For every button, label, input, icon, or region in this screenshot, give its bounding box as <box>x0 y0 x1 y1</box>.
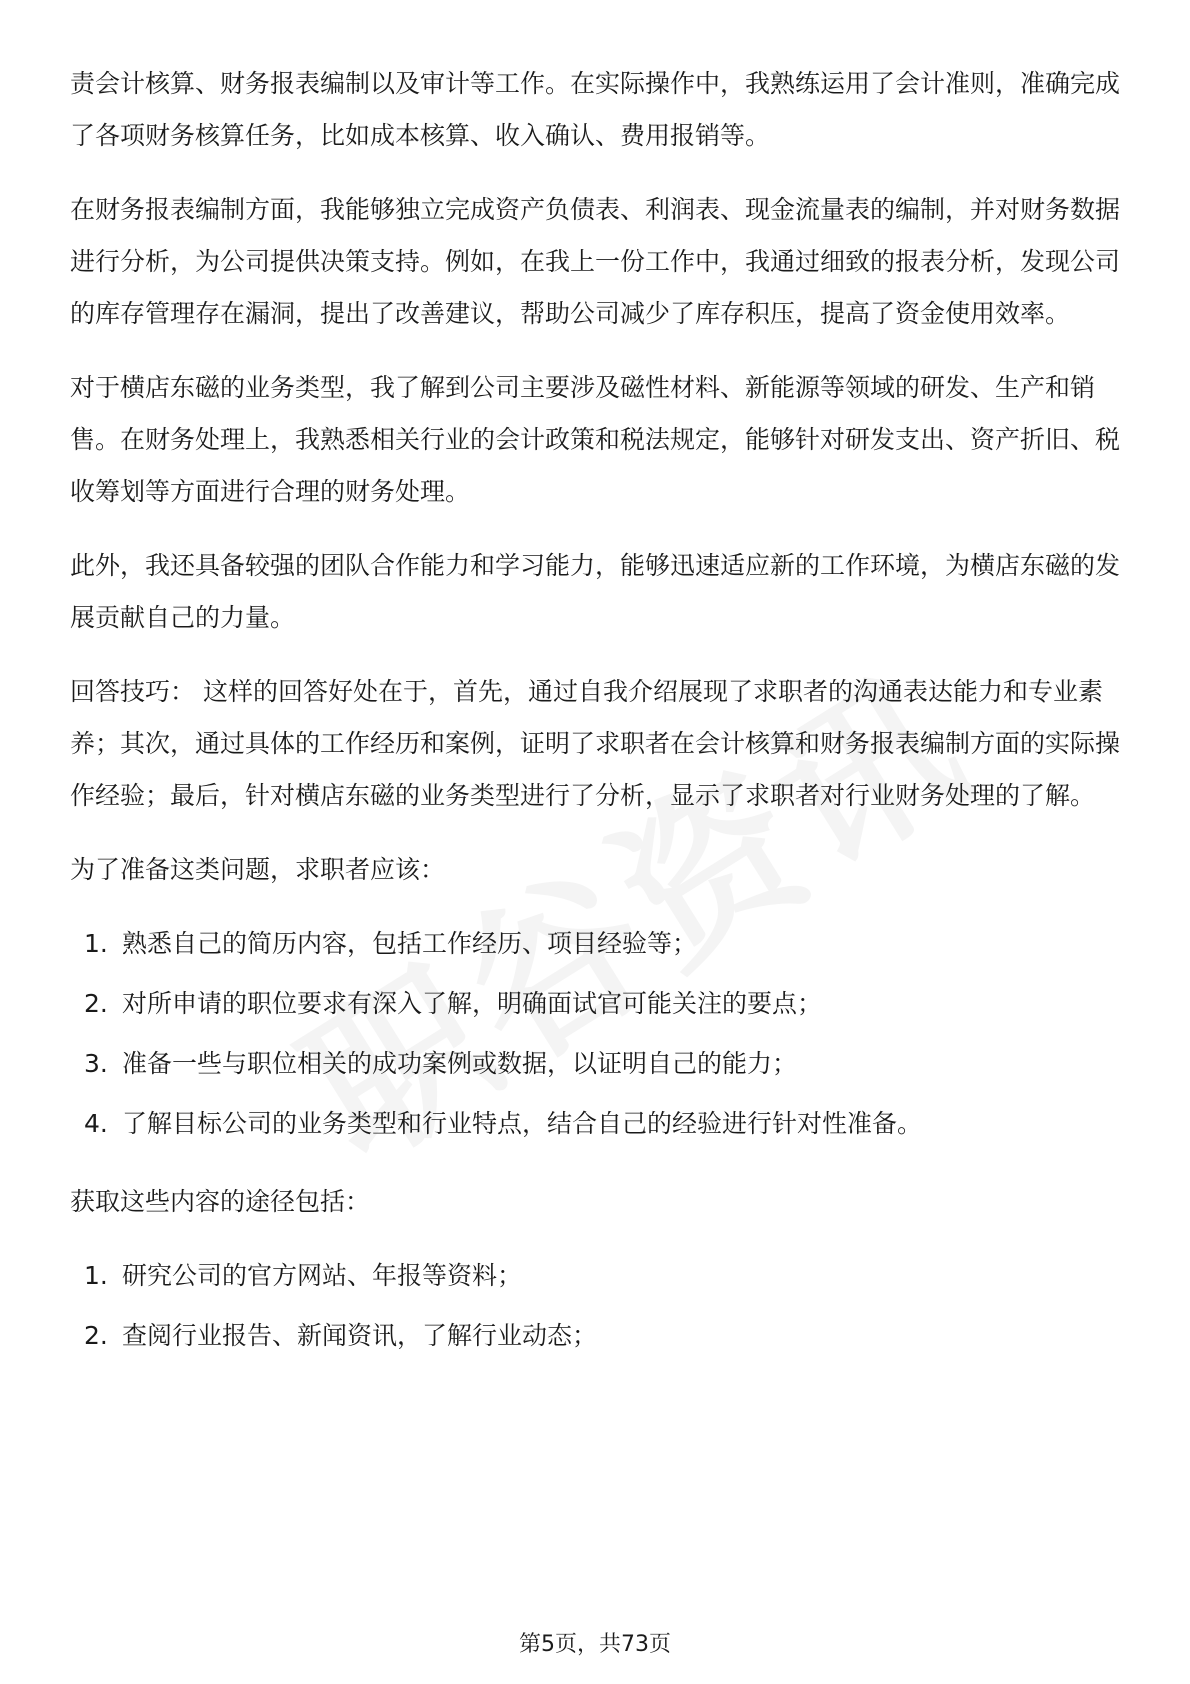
document-body <box>70 58 1120 1366</box>
list-item <box>70 1246 1120 1306</box>
list-number: 2. <box>84 989 108 1018</box>
list-item <box>70 1034 1120 1094</box>
sources-list <box>70 1246 1120 1366</box>
paragraph-company-business: 对于横店东磁的业务类型，我了解到公司主要涉及磁性材料、新能源等领域的研发、生产和销售。在财务处理上，我熟悉相关行业的会计政策和税法规定，能够针对研发支出、资产折旧、税收筹划等方面进行合理的财务处理。 <box>70 373 1121 506</box>
list-number: 3. <box>84 1049 108 1078</box>
list-item <box>70 974 1120 1034</box>
paragraph-sources-intro: 获取这些内容的途径包括： <box>70 1187 371 1216</box>
list-item <box>70 914 1120 974</box>
list-number: 2. <box>84 1321 108 1350</box>
paragraph-answer-tips: 回答技巧： 这样的回答好处在于，首先，通过自我介绍展现了求职者的沟通表达能力和专业素养；其次，通过具体的工作经历和案例，证明了求职者在会计核算和财务报表编制方面的实际操作经验；最后，针对横店东磁的业务类型进行了分析，显示了求职者对行业财务处理的了解。 <box>70 677 1121 810</box>
list-number: 1. <box>84 929 108 958</box>
prep-list <box>70 914 1120 1154</box>
list-text: 查阅行业报告、新闻资讯，了解行业动态； <box>122 1321 598 1350</box>
list-item <box>70 1306 1120 1366</box>
paragraph-prep-intro: 为了准备这类问题，求职者应该： <box>70 855 446 884</box>
list-text: 研究公司的官方网站、年报等资料； <box>122 1261 523 1290</box>
list-text: 对所申请的职位要求有深入了解，明确面试官可能关注的要点； <box>122 989 823 1018</box>
list-number: 1. <box>84 1261 108 1290</box>
paragraph-financial-statements: 在财务报表编制方面，我能够独立完成资产负债表、利润表、现金流量表的编制，并对财务数据进行分析，为公司提供决策支持。例如，在我上一份工作中，我通过细致的报表分析，发现公司的库存管理存在漏洞，提出了改善建议，帮助公司减少了库存积压，提高了资金使用效率。 <box>70 195 1121 328</box>
list-text: 了解目标公司的业务类型和行业特点，结合自己的经验进行针对性准备。 <box>122 1109 923 1138</box>
list-number: 4. <box>84 1109 108 1138</box>
list-text: 熟悉自己的简历内容，包括工作经历、项目经验等； <box>122 929 698 958</box>
page-footer: 第5页，共73页 <box>519 1632 671 1657</box>
paragraph-accounting-work: 责会计核算、财务报表编制以及审计等工作。在实际操作中，我熟练运用了会计准则，准确完成了各项财务核算任务，比如成本核算、收入确认、费用报销等。 <box>70 69 1121 150</box>
list-item <box>70 1094 1120 1154</box>
paragraph-teamwork: 此外，我还具备较强的团队合作能力和学习能力，能够迅速适应新的工作环境，为横店东磁的发展贡献自己的力量。 <box>70 551 1121 632</box>
list-text: 准备一些与职位相关的成功案例或数据，以证明自己的能力； <box>122 1049 798 1078</box>
